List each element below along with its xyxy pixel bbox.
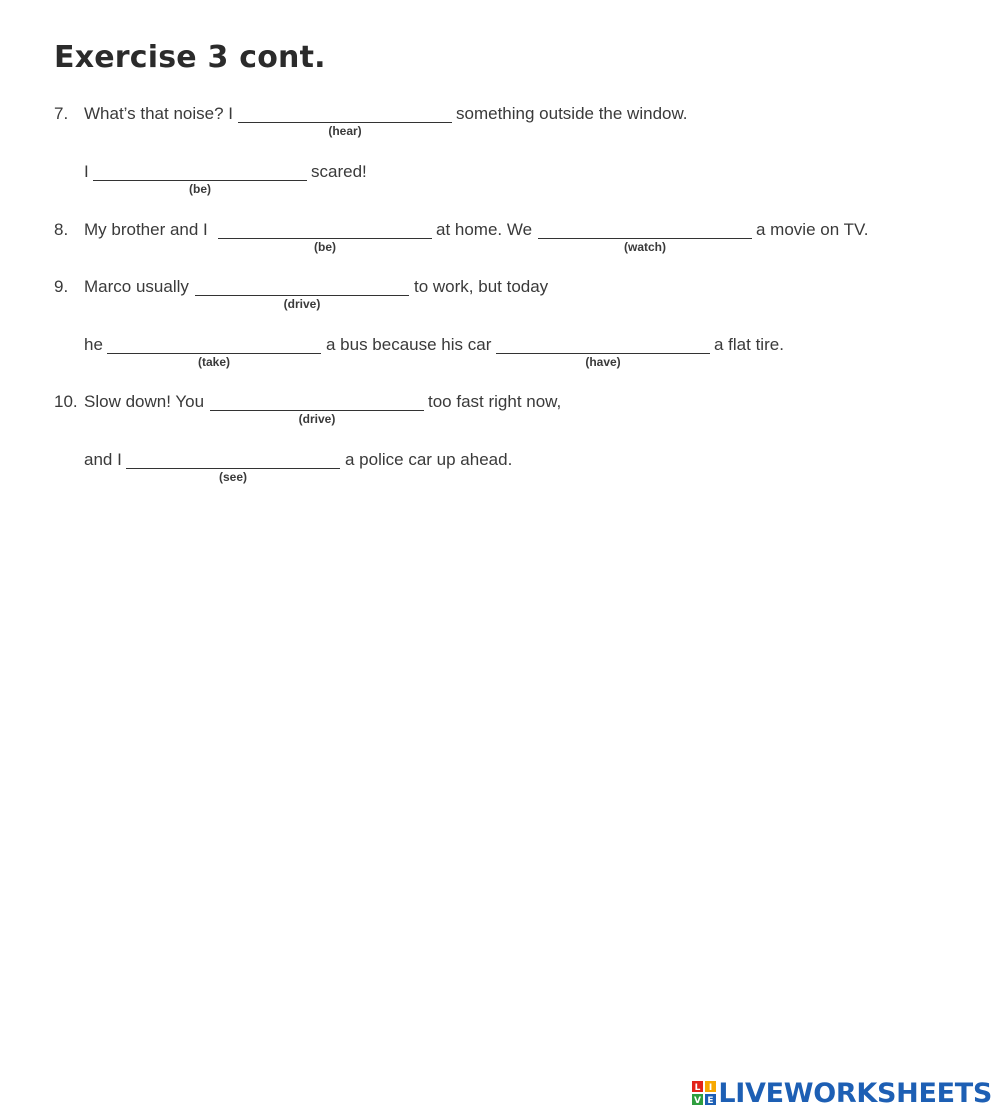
question-9-line-2 <box>0 333 1000 369</box>
question-8-line-1 <box>0 218 1000 254</box>
svg-text:I: I <box>709 1083 713 1093</box>
question-7-line-2 <box>0 160 1000 196</box>
sentence-text: What’s that noise? I <box>84 104 233 123</box>
question-7-line-1 <box>0 102 1000 138</box>
sentence-text: too fast right now, <box>428 392 562 411</box>
verb-hint: (watch) <box>624 240 666 254</box>
answer-blank[interactable] <box>238 122 452 123</box>
answer-input[interactable] <box>538 218 752 238</box>
answer-input[interactable] <box>126 448 340 468</box>
answer-blank[interactable] <box>496 353 710 354</box>
answer-input[interactable] <box>238 102 452 122</box>
svg-text:V: V <box>694 1096 702 1105</box>
question-10-line-1 <box>0 390 1000 426</box>
sentence-text: a bus because his car <box>326 335 492 354</box>
question-number: 9. <box>54 277 69 296</box>
svg-text:E: E <box>707 1096 714 1105</box>
answer-blank[interactable] <box>107 353 321 354</box>
sentence-text: and I <box>84 450 122 469</box>
sentence-text: Slow down! You <box>84 392 205 411</box>
answer-input[interactable] <box>93 160 307 180</box>
question-number: 7. <box>54 104 69 123</box>
verb-hint: (hear) <box>328 124 362 138</box>
sentence-text: to work, but today <box>414 277 549 296</box>
verb-hint: (be) <box>189 182 211 196</box>
answer-blank[interactable] <box>210 410 424 411</box>
verb-hint: (drive) <box>283 297 321 311</box>
answer-input[interactable] <box>218 218 432 238</box>
sentence-text: My brother and I <box>84 220 208 239</box>
verb-hint: (be) <box>314 240 336 254</box>
question-9-line-1 <box>0 275 1000 311</box>
sentence-text: a flat tire. <box>714 335 784 354</box>
answer-input[interactable] <box>107 333 321 353</box>
sentence-text: a police car up ahead. <box>345 450 513 469</box>
answer-input[interactable] <box>210 390 424 410</box>
answer-blank[interactable] <box>195 295 409 296</box>
sentence-text: something outside the window. <box>456 104 688 123</box>
page-title: Exercise 3 cont. <box>54 40 326 75</box>
sentence-text: he <box>84 335 103 354</box>
sentence-text: I <box>84 162 89 181</box>
answer-input[interactable] <box>195 275 409 295</box>
sentence-text: at home. We <box>436 220 533 239</box>
question-number: 10. <box>54 392 78 411</box>
answer-blank[interactable] <box>93 180 307 181</box>
sentence-text: a movie on TV. <box>756 220 869 239</box>
question-10-line-2 <box>0 448 1000 484</box>
answer-blank[interactable] <box>218 238 432 239</box>
sentence-text: scared! <box>311 162 367 181</box>
answer-blank[interactable] <box>126 468 340 469</box>
verb-hint: (see) <box>218 470 247 484</box>
answer-input[interactable] <box>496 333 710 353</box>
verb-hint: (have) <box>585 355 621 369</box>
logo-text: LIVEWORKSHEETS <box>718 1077 992 1109</box>
verb-hint: (take) <box>197 355 230 369</box>
sentence-text: Marco usually <box>84 277 189 296</box>
liveworksheets-logo[interactable] <box>692 1078 992 1108</box>
svg-text:L: L <box>694 1083 701 1093</box>
liveworksheets-logo-icon <box>692 1081 716 1105</box>
question-number: 8. <box>54 220 69 239</box>
verb-hint: (drive) <box>298 412 336 426</box>
answer-blank[interactable] <box>538 238 752 239</box>
